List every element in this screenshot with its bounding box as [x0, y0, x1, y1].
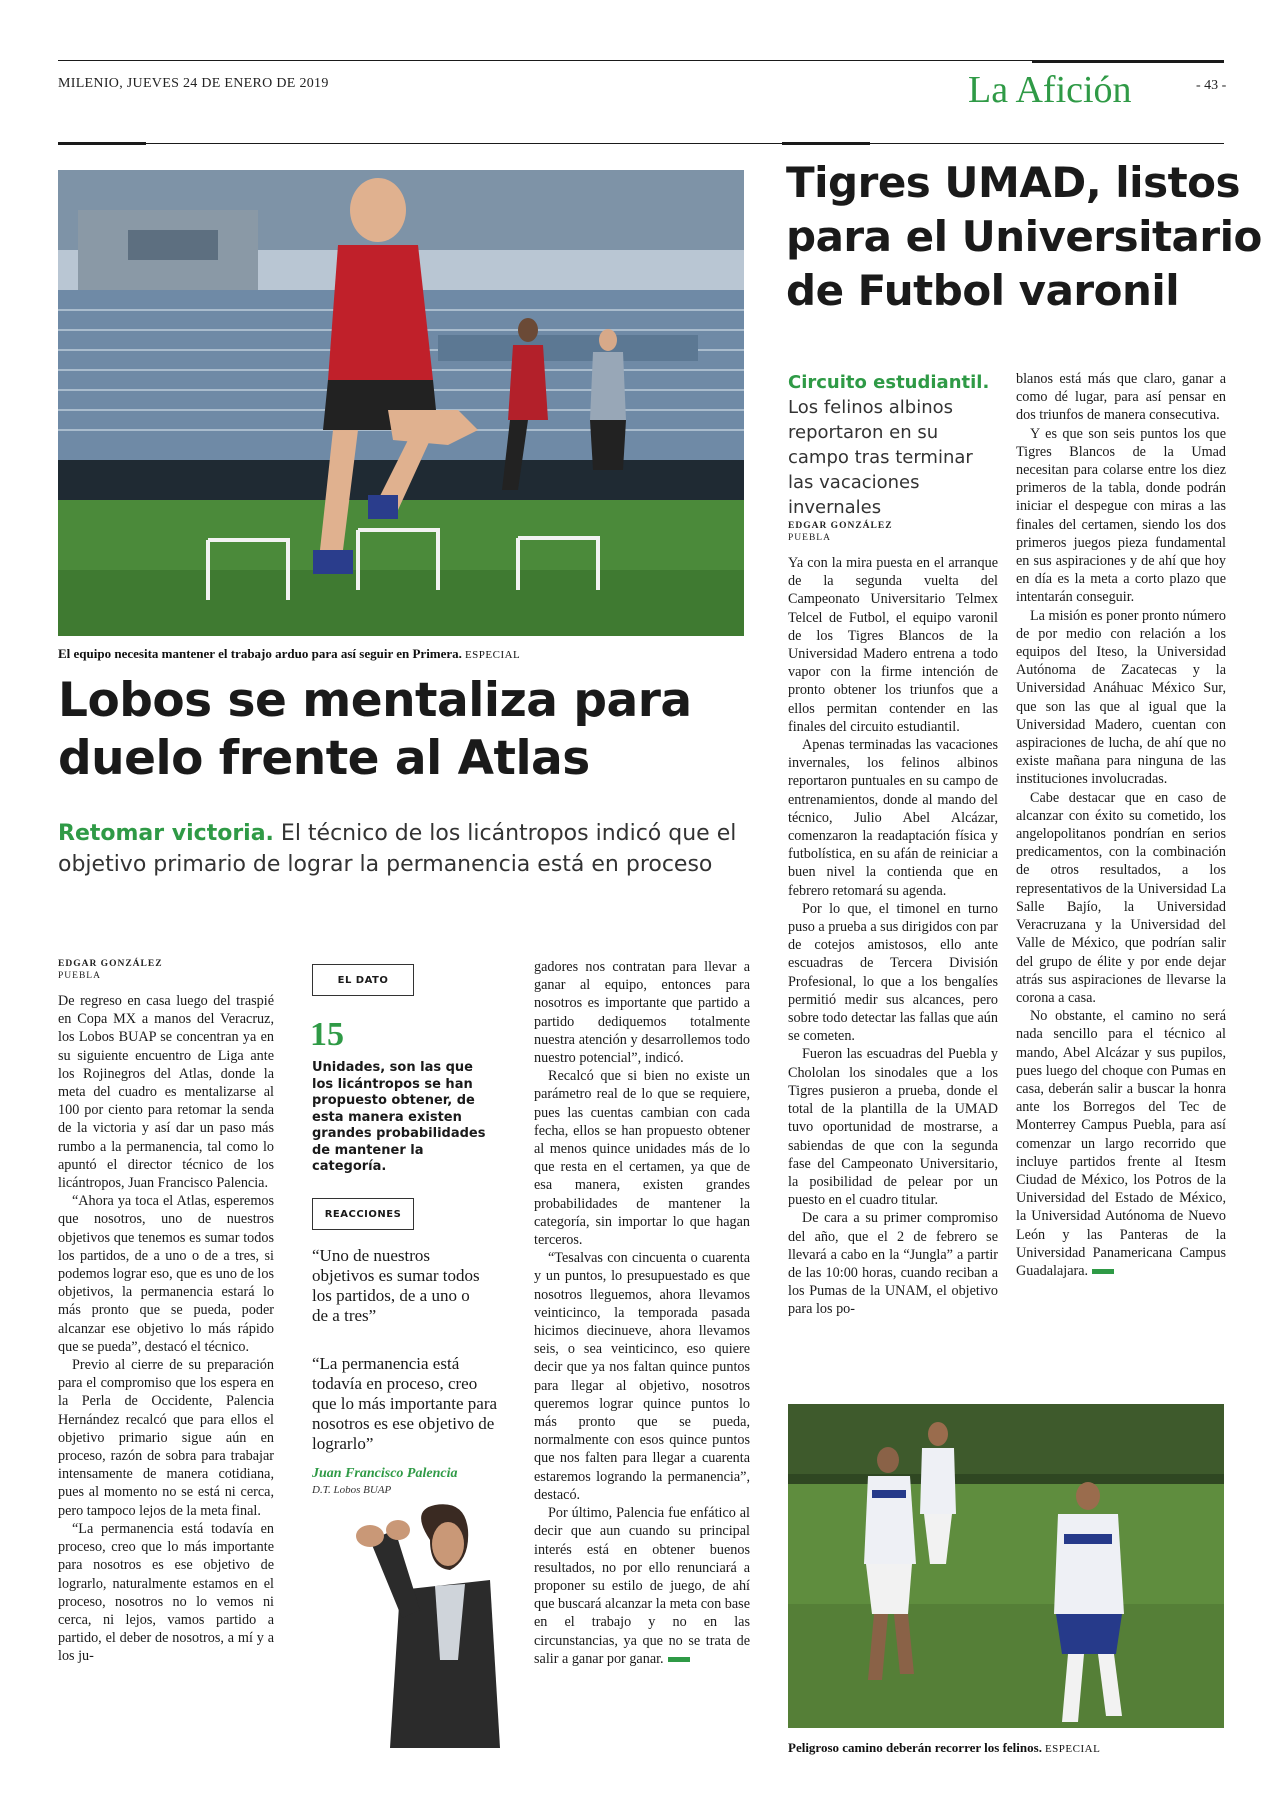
tigres-c1-p4: Fueron las escuadras del Puebla y Chololan los sinodales que a los Tigres pusieron a prueba, donde el total de la plantilla de la UMAD tuvo oportunidad de mostrarse, a sabiendas de que con la segunda fase del Campeonato Universitario, la posibilidad de pelear por un puesto en el cuadro titular.	[788, 1046, 998, 1209]
tigres-c1-p1: Ya con la mira puesta en el arranque de la segunda vuelta del Campeonato Universitario Telmex Telcel de Futbol, el equipo varonil de los Tigres Blancos de la Universidad Madero entrena a todo vapor con la firme intención de pronto obtener los triunfos que a ellos permitan contender en las finales del circuito estudiantil.	[788, 555, 998, 735]
tigres-byline-name: EDGAR GONZÁLEZ	[788, 521, 893, 531]
dato-label: EL DATO	[312, 964, 414, 996]
brand-rule	[1032, 60, 1224, 63]
lobos-column-1	[58, 992, 274, 1666]
tigres-c2-p5	[1016, 1007, 1226, 1280]
date-line: MILENIO, JUEVES 24 DE ENERO DE 2019	[58, 76, 329, 91]
lobos-c1-p3: Previo al cierre de su preparación para el compromiso que los espera en la Perla de Occidente, Palencia Hernández recalcó que para ellos el objetivo primario sigue aún en proceso, razón de sobra para trabajar intensamente de manera cotidiana, pues al momento no se está ni cerca, pero tampoco lejos de la meta final.	[58, 1357, 274, 1519]
tigres-headline-line-2: para el Universitario	[786, 212, 1262, 261]
lobos-byline	[58, 958, 163, 982]
lobos-c1-p2: “Ahora ya toca el Atlas, esperemos que nosotros, uno de nuestros objetivos que tenemos es sumar todos los partidos, de a uno o de a tres, si podemos lograr eso, que es uno de los objetivos, la permanencia estará lo más pronto que se pueda, poder alcanzar ese objetivo lo más rápido que se pueda”, destacó el técnico.	[58, 1193, 274, 1355]
tigres-caption-text: Peligroso camino deberán recorrer los felinos.	[788, 1740, 1042, 1755]
dato-text: Unidades, son las que los licántropos se han propuesto obtener, de esta manera existen grandes probabilidades de mantener la categoría.	[312, 1060, 486, 1174]
lobos-c3-p4-text: Por último, Palencia fue enfático al decir que aun cuando su principal interés está en obtener buenos resultados, no por ello renunciará a proponer su estilo de juego, de ahí que buscará alcanzar la meta con base en el trabajo y no en las circunstancias, ya que no se trata de salir a ganar por ganar.	[534, 1505, 750, 1667]
tigres-c2-p4: Cabe destacar que en caso de alcanzar con éxito su cometido, los angelopolitanos pondrían en serios predicamentos, con la combinación de otros resultados, a los representativos de la Universidad La Salle Bajío, la Universidad Veracruzana y la Universidad del Valle de México, que podrían salir del grupo de élite y por ende dejar atrás sus aspiraciones de llevarse la corona a casa.	[1016, 789, 1226, 1006]
quote-author: Juan Francisco Palencia	[312, 1466, 458, 1481]
lobos-caption-text: El equipo necesita mantener el trabajo arduo para así seguir en Primera.	[58, 646, 462, 661]
quote-1: “Uno de nuestros objetivos es sumar todos los partidos, de a uno o de a tres”	[312, 1246, 480, 1325]
lobos-c3-p3: “Tesalvas con cincuenta o cuarenta y un puntos, lo presupuestado es que nosotros lleguemos, ahora llevamos veinticinco, la temporada pasada hicimos diecinueve, ahora llevamos seis, o sea veinticinco, eso quiere decir que ya nos faltan quince puntos para llegar al objetivo, nosotros queremos lograr quince puntos lo más pronto que se pueda, normalmente con esos quince puntos que nos falten para llegar a cuarenta estaremos logrando la permanencia”, destacó.	[534, 1250, 750, 1503]
lobos-kicker: Retomar victoria.	[58, 821, 274, 846]
right-col-marker	[782, 142, 870, 145]
tigres-kicker: Circuito estudiantil.	[788, 372, 990, 393]
lobos-deck	[58, 818, 748, 880]
tigres-c2-p1: blanos está más que claro, ganar a como dé lugar, para así pensar en dos triunfos de manera consecutiva.	[1016, 371, 1226, 424]
tigres-c1-p2: Apenas terminadas las vacaciones invernales, los felinos albinos reportaron puntuales en su campo de entrenamientos, donde al mando del técnico, Julio Abel Alcázar, comenzaron la readaptación física y futbolística, en su afán de reiniciar a buen nivel la contienda que en febrero retomará su agenda.	[788, 737, 998, 899]
tigres-c1-p3: Por lo que, el timonel en turno puso a prueba a sus dirigidos con par de cotejos amistosos, ello ante escuadras de Tercera División Profesional, lo que a los bengalíes permitió medir sus alcances, pero sobre todo detectar las fallas que aún se cometen.	[788, 900, 999, 1045]
lobos-byline-name: EDGAR GONZÁLEZ	[58, 959, 163, 969]
lobos-end-mark	[668, 1657, 690, 1662]
lobos-photo-caption	[58, 646, 520, 663]
dato-number: 15	[310, 1016, 344, 1053]
lobos-c3-p2: Recalcó que si bien no existe un parámetro real de lo que se requiere, pues las cuentas cambian con cada fecha, ellos se han propuesto obtener al menos quince unidades más de lo que resta en el certamen, ya que de esa manera, existen grandes probabilidades de mantener la categoría, sin importar lo que hagan terceros.	[534, 1068, 750, 1249]
tigres-photo-caption	[788, 1740, 1100, 1757]
tigres-byline-city: PUEBLA	[788, 533, 831, 543]
lobos-c3-p4	[534, 1504, 750, 1668]
coach-cutout-photo	[340, 1500, 500, 1748]
lobos-photo-credit: ESPECIAL	[464, 649, 521, 661]
tigres-c2-p2: Y es que son seis puntos los que Tigres Blancos de la Umad necesitan para colarse entre los diez primeros de la tabla, donde podrán iniciar el despegue con miras a las finales del certamen, siendo los dos primeros juegos pieza fundamental en sus aspiraciones y de ahí que hoy en día es la meta a corto plazo que intentarán conseguir.	[1016, 425, 1226, 606]
lobos-headline-line-2: duelo frente al Atlas	[58, 731, 590, 786]
lobos-headline-line-1: Lobos se mentaliza para	[58, 673, 692, 728]
tigres-byline	[788, 520, 893, 544]
tigres-column-2	[1016, 370, 1226, 1280]
tigres-match-photo	[788, 1404, 1224, 1728]
tigres-end-mark	[1092, 1269, 1114, 1274]
tigres-column-1	[788, 554, 998, 1319]
reacciones-label: REACCIONES	[312, 1198, 414, 1230]
lobos-column-3	[534, 958, 750, 1668]
lobos-c3-p1: gadores nos contratan para llevar a ganar al equipo, entonces para nosotros es importante que partido a partido dediquemos totalmente nuestra atención y desarrollemos todo nuestro potencial”, indicó.	[534, 959, 750, 1067]
quote-2: “La permanencia está todavía en proceso, creo que lo más importante para nosotros es ese objetivo de lograrlo”	[312, 1354, 498, 1453]
lobos-c1-p1: De regreso en casa luego del traspié en Copa MX a manos del Veracruz, los Lobos BUAP se concentran ya en su siguiente encuentro de Liga ante los Rojinegros del Atlas, donde la meta del cuadro es mentalizarse al 100 por ciento para retomar la senda de la victoria y así dar un paso más rumbo a la permanencia, tal como lo apuntó el director técnico de los licántropos, Juan Francisco Palencia.	[58, 993, 274, 1192]
tigres-deck	[788, 370, 998, 520]
tigres-headline-line-1: Tigres UMAD, listos	[786, 158, 1240, 207]
header-bottom-rule	[58, 143, 1224, 144]
tigres-headline-line-3: de Futbol varonil	[786, 266, 1180, 315]
lobos-deck-text: El técnico de los licántropos indicó que el objetivo primario de lograr la permanencia está en proceso	[58, 821, 737, 877]
tigres-photo-credit: ESPECIAL	[1044, 1743, 1101, 1755]
lobos-byline-city: PUEBLA	[58, 971, 101, 981]
left-col-marker	[58, 142, 146, 145]
tigres-c1-p5: De cara a su primer compromiso del año, que el 2 de febrero se llevará a cabo en la “Jungla” a partir de las 10:00 horas, cuando reciban a los Pumas de la UNAM, el objetivo para los po-	[788, 1210, 998, 1318]
page-number: - 43 -	[1196, 78, 1227, 93]
section-brand: La Afición	[968, 69, 1132, 111]
tigres-deck-text: Los felinos albinos reportaron en su campo tras terminar las vacaciones invernales	[788, 397, 973, 518]
tigres-c2-p3: La misión es poner pronto número de por medio con relación a los equipos del Iteso, la Universidad Autónoma de Zacatecas y la Universidad Anáhuac México Sur, que son las que al igual que la Universidad Madero, cuentan con aspiraciones de lucha, de ahí que no existe mañana para ninguna de las instituciones involucradas.	[1016, 607, 1226, 788]
lobos-headline	[58, 672, 692, 788]
quote-author-role: D.T. Lobos BUAP	[312, 1484, 392, 1496]
tigres-headline	[786, 156, 1262, 318]
tigres-c2-p5-text: No obstante, el camino no será nada sencillo para el técnico al mando, Abel Alcázar y sus pupilos, pues luego del choque con Pumas en casa, deberán salir a buscar la honra ante los Borregos del Tec de Monterrey Campus Puebla, para así comenzar un largo recorrido que incluye partidos frente al Itesm Ciudad de México, los Potros de la Universidad del Estado de México, la Universidad Autónoma de Nuevo León y las Panteras de la Universidad Panamericana Campus Guadalajara.	[1016, 1008, 1226, 1279]
lobos-c1-p4: “La permanencia está todavía en proceso, creo que lo más importante para nosotros es ese objetivo de lograrlo, naturalmente estamos en el proceso, nosotros no lo vemos ni cerca, ni lejos, vamos partido a partido, el deber de nosotros, a mí y a los ju-	[58, 1520, 274, 1665]
lobos-training-photo	[58, 170, 744, 636]
